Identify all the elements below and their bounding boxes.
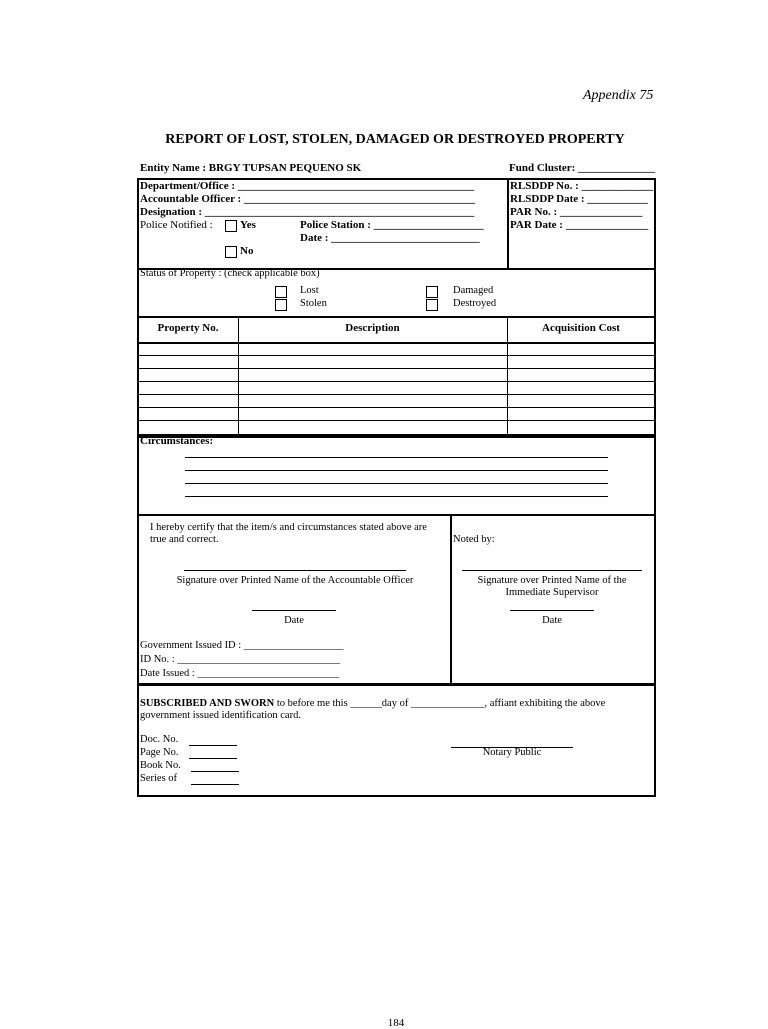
page-number: 184: [387, 1017, 405, 1029]
sworn-rest: to before me this ______day of ______________, affiant exhibiting the above: [274, 698, 606, 709]
fund-cluster: Fund Cluster: ______________: [509, 162, 656, 174]
supervisor-date-label: Date: [542, 615, 562, 626]
page-title: REPORT OF LOST, STOLEN, DAMAGED OR DESTROYED PROPERTY: [165, 132, 625, 147]
sworn-bold: SUBSCRIBED AND SWORN: [140, 698, 275, 709]
certification-divider: [450, 514, 452, 686]
circumstances-line[interactable]: [185, 483, 608, 484]
page-no-line[interactable]: [189, 758, 237, 759]
certify-text: I hereby certify that the item/s and circumstances stated above are: [150, 522, 427, 533]
circumstances-line[interactable]: [185, 457, 608, 458]
supervisor-signature-label: Signature over Printed Name of the: [477, 575, 627, 586]
accountable-date-line[interactable]: [252, 610, 336, 611]
doc-no-line[interactable]: [189, 745, 237, 746]
entity-name: Entity Name : BRGY TUPSAN PEQUENO SK: [140, 162, 362, 174]
certify-text: true and correct.: [150, 534, 219, 545]
table-row[interactable]: [137, 381, 656, 382]
par-no-field[interactable]: PAR No. : _______________: [510, 206, 643, 218]
table-row[interactable]: [137, 407, 656, 408]
doc-no-label: Doc. No.: [140, 734, 179, 745]
book-no-label: Book No.: [140, 760, 181, 771]
lost-checkbox[interactable]: [275, 286, 287, 298]
table-col-divider: [507, 316, 508, 436]
accountable-signature-label: Signature over Printed Name of the Accountable Officer: [176, 575, 414, 586]
date-issued-field[interactable]: Date Issued : ___________________________: [140, 668, 340, 679]
accountable-officer-field[interactable]: Accountable Officer : __________________________________________: [140, 193, 475, 205]
police-notified-label: Police Notified :: [140, 219, 213, 231]
stolen-label: Stolen: [300, 298, 327, 309]
yes-label: Yes: [240, 219, 256, 231]
rlsddp-date-field[interactable]: RLSDDP Date : ___________: [510, 193, 648, 205]
supervisor-signature-line[interactable]: [462, 570, 642, 571]
circumstances-line[interactable]: [185, 496, 608, 497]
appendix-label: Appendix 75: [583, 88, 654, 103]
noted-by-label: Noted by:: [453, 534, 495, 545]
table-col-divider: [238, 316, 239, 436]
series-line[interactable]: [191, 784, 239, 785]
police-station-field[interactable]: Police Station : ____________________: [300, 219, 484, 231]
property-no-header: Property No.: [157, 322, 219, 334]
police-date-field[interactable]: Date : ___________________________: [300, 232, 480, 244]
supervisor-date-line[interactable]: [510, 610, 594, 611]
par-date-field[interactable]: PAR Date : _______________: [510, 219, 649, 231]
accountable-date-label: Date: [284, 615, 304, 626]
lost-label: Lost: [300, 285, 319, 296]
no-checkbox[interactable]: [225, 246, 237, 258]
description-header: Description: [345, 322, 400, 334]
yes-checkbox[interactable]: [225, 220, 237, 232]
notary-public-label: Notary Public: [482, 747, 542, 758]
destroyed-label: Destroyed: [453, 298, 497, 309]
designation-field[interactable]: Designation : _________________________________________________: [140, 206, 475, 218]
table-row[interactable]: [137, 355, 656, 356]
sworn-text: government issued identification card.: [140, 710, 301, 721]
table-row[interactable]: [137, 368, 656, 369]
rlsddp-no-field[interactable]: RLSDDP No. : _____________: [510, 180, 654, 192]
table-row[interactable]: [137, 420, 656, 421]
book-no-line[interactable]: [191, 771, 239, 772]
series-label: Series of: [140, 773, 178, 784]
acquisition-cost-header: Acquisition Cost: [542, 322, 620, 334]
no-label: No: [240, 245, 254, 257]
circumstances-line[interactable]: [185, 470, 608, 471]
id-no-field[interactable]: ID No. : _______________________________: [140, 654, 341, 665]
damaged-label: Damaged: [453, 285, 494, 296]
status-label: Status of Property : (check applicable box): [140, 268, 320, 279]
government-id-field[interactable]: Government Issued ID : ___________________: [140, 640, 344, 651]
destroyed-checkbox[interactable]: [426, 299, 438, 311]
stolen-checkbox[interactable]: [275, 299, 287, 311]
supervisor-signature-label: Immediate Supervisor: [505, 587, 599, 598]
table-header-line: [137, 342, 656, 344]
circumstances-box: [137, 434, 656, 516]
accountable-signature-line[interactable]: [184, 570, 406, 571]
page-no-label: Page No.: [140, 747, 179, 758]
header-divider: [507, 178, 509, 270]
table-row[interactable]: [137, 394, 656, 395]
damaged-checkbox[interactable]: [426, 286, 438, 298]
department-field[interactable]: Department/Office : ___________________________________________: [140, 180, 475, 192]
sworn-text: [140, 698, 605, 709]
circumstances-label: Circumstances:: [140, 435, 214, 447]
